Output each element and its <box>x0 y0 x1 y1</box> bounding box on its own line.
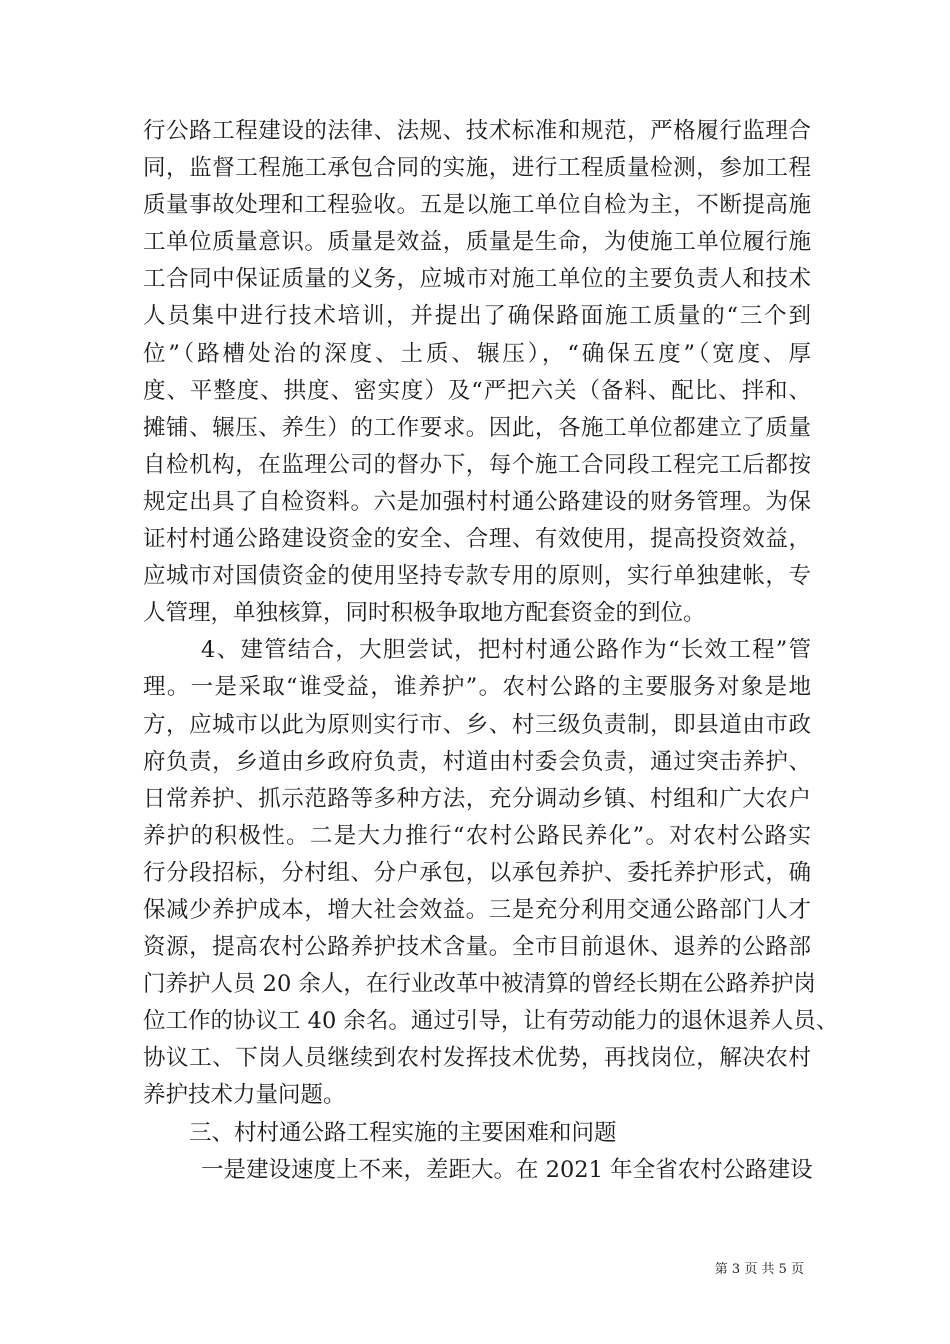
text-line: 保减少养护成本，增大社会效益。三是充分利用交通公路部门人才 <box>143 896 811 923</box>
text-line: 质量事故处理和工程验收。五是以施工单位自检为主，不断提高施 <box>143 192 811 219</box>
text-line: 工单位质量意识。质量是效益，质量是生命，为使施工单位履行施 <box>143 229 811 256</box>
text-line: 行分段招标，分村组、分户承包，以承包养护、委托养护形式，确 <box>143 859 811 886</box>
text-line: 工合同中保证质量的义务，应城市对施工单位的主要负责人和技术 <box>143 266 811 293</box>
text-line: 摊铺、辗压、养生）的工作要求。因此，各施工单位都建立了质量 <box>143 414 811 441</box>
text-line: 养护的积极性。二是大力推行“农村公路民养化”。对农村公路实 <box>143 822 811 849</box>
text-line: 自检机构，在监理公司的督办下，每个施工合同段工程完工后都按 <box>143 451 811 478</box>
text-line: 日常养护、抓示范路等多种方法，充分调动乡镇、村组和广大农户 <box>143 785 811 812</box>
text-line: 理。一是采取“谁受益，谁养护”。农村公路的主要服务对象是地 <box>143 674 811 701</box>
text-line: 行公路工程建设的法律、法规、技术标准和规范，严格履行监理合 <box>143 118 811 144</box>
text-line: 度、平整度、拱度、密实度）及“严把六关（备料、配比、拌和、 <box>143 377 811 404</box>
text-line: 规定出具了自检资料。六是加强村村通公路建设的财务管理。为保 <box>143 488 811 515</box>
text-line: 协议工、下岗人员继续到农村发挥技术优势，再找岗位，解决农村 <box>143 1045 811 1072</box>
paragraph-start-line: 一是建设速度上不来，差距大。在 2021 年全省农村公路建设 <box>201 1156 813 1183</box>
section-heading-line: 4、建管结合，大胆尝试，把村村通公路作为“长效工程”管 <box>201 637 811 664</box>
text-line: 方，应城市以此为原则实行市、乡、村三级负责制，即县道由市政 <box>143 711 811 738</box>
section-heading: 三、村村通公路工程实施的主要困难和问题 <box>189 1119 617 1146</box>
text-line: 资源，提高农村公路养护技术含量。全市目前退休、退养的公路部 <box>143 934 811 961</box>
page-number: 第 3 页 共 5 页 <box>714 1262 804 1277</box>
text-line: 人员集中进行技术培训，并提出了确保路面施工质量的“三个到 <box>143 303 811 330</box>
body-text <box>143 113 839 1189</box>
paragraph-end-line: 养护技术力量问题。 <box>143 1082 346 1109</box>
text-line: 应城市对国债资金的使用坚持专款专用的原则，实行单独建帐，专 <box>143 563 811 590</box>
text-line: 门养护人员 20 余人，在行业改革中被清算的曾经长期在公路养护岗 <box>143 971 816 998</box>
text-line: 府负责，乡道由乡政府负责，村道由村委会负责，通过突击养护、 <box>143 748 811 775</box>
text-line: 位”（路槽处治的深度、土质、辗压），“确保五度”（宽度、厚 <box>143 340 811 367</box>
text-line: 同，监督工程施工承包合同的实施，进行工程质量检测，参加工程 <box>143 155 811 182</box>
paragraph-end-line: 人管理，单独核算，同时积极争取地方配套资金的到位。 <box>143 600 706 627</box>
text-line: 位工作的协议工 40 余名。通过引导，让有劳动能力的退休退养人员、 <box>143 1008 839 1035</box>
text-line: 证村村通公路建设资金的安全、合理、有效使用，提高投资效益， <box>143 526 811 553</box>
